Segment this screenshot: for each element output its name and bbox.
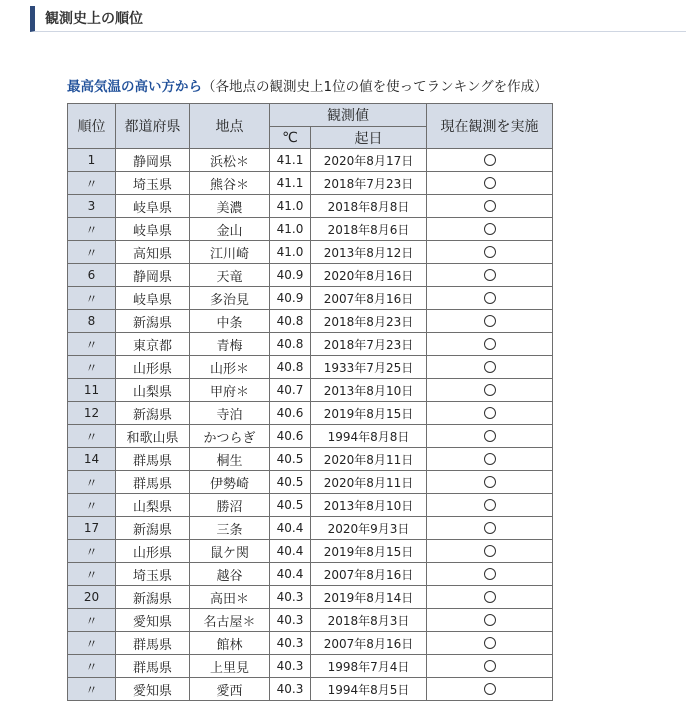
current-observation-cell <box>427 356 553 379</box>
current-observation-cell <box>427 333 553 356</box>
rank-cell: 〃 <box>68 425 116 448</box>
rank-cell: 8 <box>68 310 116 333</box>
station-cell: 上里見 <box>190 655 270 678</box>
prefecture-cell: 群馬県 <box>116 632 190 655</box>
current-observation-cell <box>427 517 553 540</box>
circle-mark-icon <box>484 660 496 672</box>
temperature-cell: 40.8 <box>270 356 311 379</box>
table-row <box>68 310 553 333</box>
date-cell: 2007年8月16日 <box>311 632 427 655</box>
station-cell: 浜松＊ <box>190 149 270 172</box>
caption-note: （各地点の観測史上1位の値を使ってランキングを作成） <box>202 79 548 95</box>
station-cell: 愛西 <box>190 678 270 701</box>
table-row <box>68 517 553 540</box>
rank-cell: 〃 <box>68 172 116 195</box>
rank-cell: 14 <box>68 448 116 471</box>
prefecture-cell: 岐阜県 <box>116 218 190 241</box>
prefecture-cell: 愛知県 <box>116 678 190 701</box>
temperature-cell: 40.8 <box>270 310 311 333</box>
table-row <box>68 563 553 586</box>
temperature-cell: 40.3 <box>270 655 311 678</box>
circle-mark-icon <box>484 476 496 488</box>
circle-mark-icon <box>484 269 496 281</box>
current-observation-cell <box>427 448 553 471</box>
date-cell: 2018年8月3日 <box>311 609 427 632</box>
temperature-cell: 40.9 <box>270 287 311 310</box>
current-observation-cell <box>427 310 553 333</box>
station-cell: 多治見 <box>190 287 270 310</box>
station-cell: 中条 <box>190 310 270 333</box>
temperature-cell: 41.0 <box>270 195 311 218</box>
prefecture-cell: 高知県 <box>116 241 190 264</box>
current-observation-cell <box>427 195 553 218</box>
temperature-cell: 40.3 <box>270 586 311 609</box>
table-row <box>68 333 553 356</box>
station-cell: 高田＊ <box>190 586 270 609</box>
station-cell: 山形＊ <box>190 356 270 379</box>
rank-cell: 〃 <box>68 540 116 563</box>
prefecture-cell: 群馬県 <box>116 471 190 494</box>
rank-cell: 17 <box>68 517 116 540</box>
table-row <box>68 494 553 517</box>
station-cell: 甲府＊ <box>190 379 270 402</box>
date-cell: 2007年8月16日 <box>311 563 427 586</box>
caption-title: 最高気温の高い方から <box>67 79 202 95</box>
header-observed: 観測値 <box>270 104 427 127</box>
header-prefecture: 都道府県 <box>116 104 190 149</box>
prefecture-cell: 愛知県 <box>116 609 190 632</box>
circle-mark-icon <box>484 338 496 350</box>
prefecture-cell: 群馬県 <box>116 655 190 678</box>
circle-mark-icon <box>484 177 496 189</box>
station-cell: 鼠ケ関 <box>190 540 270 563</box>
station-cell: 名古屋＊ <box>190 609 270 632</box>
temperature-cell: 40.5 <box>270 448 311 471</box>
table-row <box>68 241 553 264</box>
header-temp-unit: ℃ <box>270 127 311 149</box>
circle-mark-icon <box>484 223 496 235</box>
date-cell: 1994年8月5日 <box>311 678 427 701</box>
date-cell: 2020年8月16日 <box>311 264 427 287</box>
current-observation-cell <box>427 149 553 172</box>
prefecture-cell: 山梨県 <box>116 379 190 402</box>
table-row <box>68 264 553 287</box>
circle-mark-icon <box>484 407 496 419</box>
station-cell: 熊谷＊ <box>190 172 270 195</box>
table-row <box>68 287 553 310</box>
date-cell: 1998年7月4日 <box>311 655 427 678</box>
date-cell: 2018年8月6日 <box>311 218 427 241</box>
rank-cell: 〃 <box>68 287 116 310</box>
current-observation-cell <box>427 264 553 287</box>
rank-cell: 1 <box>68 149 116 172</box>
date-cell: 1933年7月25日 <box>311 356 427 379</box>
prefecture-cell: 新潟県 <box>116 586 190 609</box>
station-cell: 江川崎 <box>190 241 270 264</box>
temperature-cell: 40.4 <box>270 563 311 586</box>
temperature-cell: 40.9 <box>270 264 311 287</box>
rank-cell: 〃 <box>68 356 116 379</box>
station-cell: 館林 <box>190 632 270 655</box>
rank-cell: 〃 <box>68 494 116 517</box>
temperature-cell: 41.1 <box>270 172 311 195</box>
temperature-cell: 40.3 <box>270 632 311 655</box>
rank-cell: 〃 <box>68 471 116 494</box>
table-row <box>68 218 553 241</box>
station-cell: 寺泊 <box>190 402 270 425</box>
prefecture-cell: 東京都 <box>116 333 190 356</box>
date-cell: 2013年8月12日 <box>311 241 427 264</box>
table-row <box>68 402 553 425</box>
circle-mark-icon <box>484 315 496 327</box>
date-cell: 2019年8月14日 <box>311 586 427 609</box>
date-cell: 2018年8月23日 <box>311 310 427 333</box>
date-cell: 2020年8月11日 <box>311 471 427 494</box>
rank-cell: 3 <box>68 195 116 218</box>
table-row <box>68 609 553 632</box>
circle-mark-icon <box>484 361 496 373</box>
prefecture-cell: 山梨県 <box>116 494 190 517</box>
current-observation-cell <box>427 563 553 586</box>
station-cell: 勝沼 <box>190 494 270 517</box>
table-row <box>68 356 553 379</box>
table-row <box>68 655 553 678</box>
circle-mark-icon <box>484 154 496 166</box>
circle-mark-icon <box>484 637 496 649</box>
current-observation-cell <box>427 287 553 310</box>
date-cell: 2019年8月15日 <box>311 540 427 563</box>
prefecture-cell: 岐阜県 <box>116 287 190 310</box>
rank-cell: 〃 <box>68 333 116 356</box>
circle-mark-icon <box>484 430 496 442</box>
current-observation-cell <box>427 471 553 494</box>
temperature-cell: 40.7 <box>270 379 311 402</box>
temperature-cell: 41.0 <box>270 218 311 241</box>
prefecture-cell: 静岡県 <box>116 149 190 172</box>
rank-cell: 〃 <box>68 563 116 586</box>
date-cell: 1994年8月8日 <box>311 425 427 448</box>
circle-mark-icon <box>484 591 496 603</box>
prefecture-cell: 埼玉県 <box>116 172 190 195</box>
temperature-cell: 40.3 <box>270 609 311 632</box>
circle-mark-icon <box>484 384 496 396</box>
station-cell: 伊勢崎 <box>190 471 270 494</box>
prefecture-cell: 新潟県 <box>116 402 190 425</box>
current-observation-cell <box>427 632 553 655</box>
table-row <box>68 678 553 701</box>
table-caption <box>67 78 548 96</box>
prefecture-cell: 和歌山県 <box>116 425 190 448</box>
current-observation-cell <box>427 172 553 195</box>
current-observation-cell <box>427 586 553 609</box>
header-date: 起日 <box>311 127 427 149</box>
prefecture-cell: 岐阜県 <box>116 195 190 218</box>
rank-cell: 12 <box>68 402 116 425</box>
current-observation-cell <box>427 379 553 402</box>
rank-cell: 〃 <box>68 609 116 632</box>
circle-mark-icon <box>484 499 496 511</box>
table-row <box>68 425 553 448</box>
current-observation-cell <box>427 494 553 517</box>
ranking-table <box>67 103 553 701</box>
prefecture-cell: 新潟県 <box>116 310 190 333</box>
station-cell: 桐生 <box>190 448 270 471</box>
temperature-cell: 40.5 <box>270 494 311 517</box>
rank-cell: 11 <box>68 379 116 402</box>
temperature-cell: 40.6 <box>270 402 311 425</box>
table-row <box>68 195 553 218</box>
circle-mark-icon <box>484 453 496 465</box>
station-cell: 三条 <box>190 517 270 540</box>
date-cell: 2018年7月23日 <box>311 333 427 356</box>
current-observation-cell <box>427 425 553 448</box>
table-row <box>68 172 553 195</box>
section-title: 観測史上の順位 <box>30 6 686 32</box>
current-observation-cell <box>427 678 553 701</box>
station-cell: かつらぎ <box>190 425 270 448</box>
date-cell: 2020年8月17日 <box>311 149 427 172</box>
circle-mark-icon <box>484 200 496 212</box>
prefecture-cell: 埼玉県 <box>116 563 190 586</box>
circle-mark-icon <box>484 683 496 695</box>
date-cell: 2018年8月8日 <box>311 195 427 218</box>
current-observation-cell <box>427 655 553 678</box>
table-row <box>68 540 553 563</box>
header-station: 地点 <box>190 104 270 149</box>
table-row <box>68 149 553 172</box>
current-observation-cell <box>427 402 553 425</box>
rank-cell: 〃 <box>68 655 116 678</box>
circle-mark-icon <box>484 292 496 304</box>
circle-mark-icon <box>484 614 496 626</box>
current-observation-cell <box>427 241 553 264</box>
current-observation-cell <box>427 609 553 632</box>
rank-cell: 6 <box>68 264 116 287</box>
date-cell: 2018年7月23日 <box>311 172 427 195</box>
station-cell: 美濃 <box>190 195 270 218</box>
temperature-cell: 40.4 <box>270 540 311 563</box>
table-row <box>68 448 553 471</box>
rank-cell: 〃 <box>68 632 116 655</box>
table-row <box>68 379 553 402</box>
prefecture-cell: 新潟県 <box>116 517 190 540</box>
circle-mark-icon <box>484 545 496 557</box>
prefecture-cell: 群馬県 <box>116 448 190 471</box>
station-cell: 天竜 <box>190 264 270 287</box>
rank-cell: 〃 <box>68 678 116 701</box>
date-cell: 2013年8月10日 <box>311 494 427 517</box>
temperature-cell: 40.4 <box>270 517 311 540</box>
table-row <box>68 632 553 655</box>
temperature-cell: 41.1 <box>270 149 311 172</box>
circle-mark-icon <box>484 246 496 258</box>
temperature-cell: 40.8 <box>270 333 311 356</box>
temperature-cell: 40.5 <box>270 471 311 494</box>
rank-cell: 20 <box>68 586 116 609</box>
date-cell: 2020年8月11日 <box>311 448 427 471</box>
date-cell: 2020年9月3日 <box>311 517 427 540</box>
current-observation-cell <box>427 540 553 563</box>
circle-mark-icon <box>484 522 496 534</box>
temperature-cell: 40.3 <box>270 678 311 701</box>
table-row <box>68 471 553 494</box>
station-cell: 金山 <box>190 218 270 241</box>
temperature-cell: 40.6 <box>270 425 311 448</box>
current-observation-cell <box>427 218 553 241</box>
header-current: 現在観測を実施 <box>427 104 553 149</box>
temperature-cell: 41.0 <box>270 241 311 264</box>
circle-mark-icon <box>484 568 496 580</box>
date-cell: 2013年8月10日 <box>311 379 427 402</box>
table-row <box>68 586 553 609</box>
date-cell: 2019年8月15日 <box>311 402 427 425</box>
ranking-rows <box>68 149 553 701</box>
station-cell: 越谷 <box>190 563 270 586</box>
prefecture-cell: 山形県 <box>116 540 190 563</box>
station-cell: 青梅 <box>190 333 270 356</box>
rank-cell: 〃 <box>68 241 116 264</box>
prefecture-cell: 山形県 <box>116 356 190 379</box>
prefecture-cell: 静岡県 <box>116 264 190 287</box>
date-cell: 2007年8月16日 <box>311 287 427 310</box>
header-rank: 順位 <box>68 104 116 149</box>
rank-cell: 〃 <box>68 218 116 241</box>
